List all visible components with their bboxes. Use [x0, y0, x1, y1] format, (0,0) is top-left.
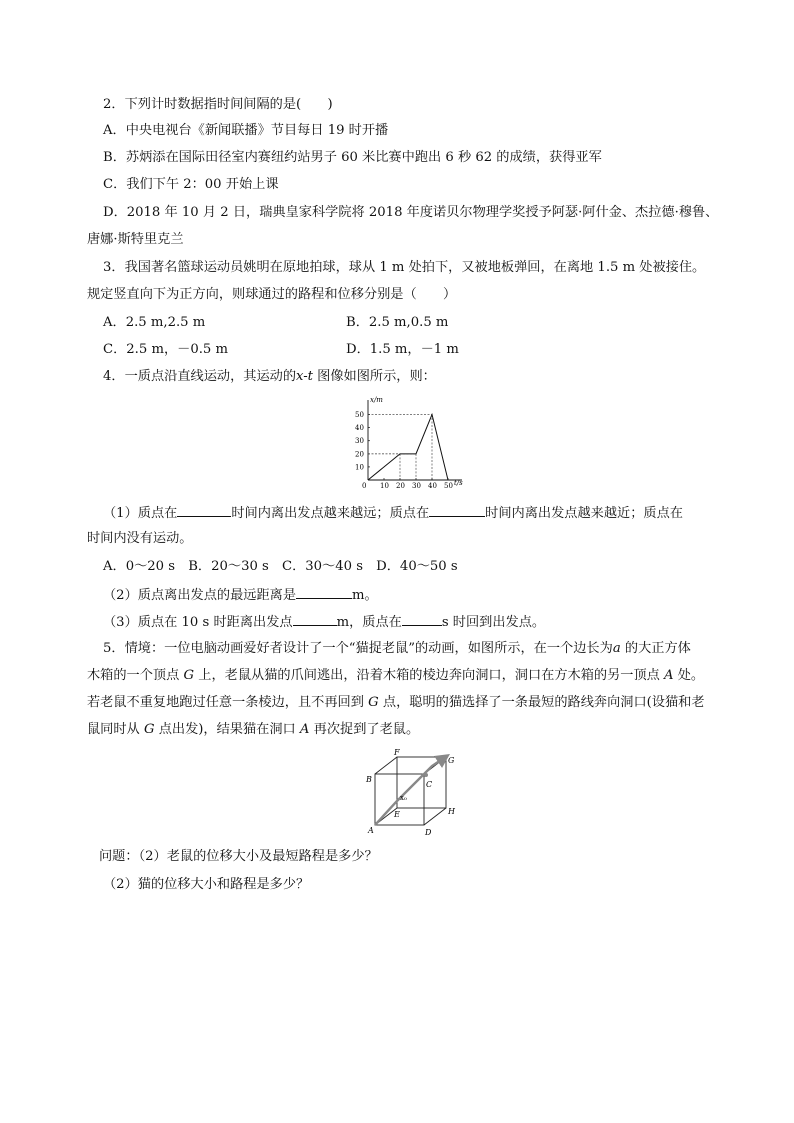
- cube-label-d: D: [425, 828, 432, 837]
- q2-option-b: B．苏炳添在国际田径室内赛纽约站男子 60 米比赛中跑出 6 秒 62 的成绩，获得亚军: [103, 150, 602, 165]
- q5-l4a: 鼠同时从: [87, 722, 144, 737]
- q4-stem-var: x-t: [296, 369, 313, 384]
- q5-l2c: 处。: [673, 668, 705, 683]
- q5-l4b: 点出发)，结果猫在洞口: [154, 722, 300, 737]
- cube-label-g: G: [448, 756, 455, 765]
- q5-var-a3: A: [299, 722, 310, 737]
- q4-sub1-a: （1）质点在: [103, 506, 178, 521]
- q4-sub3-a: （3）质点在 10 s 时距离出发点: [103, 615, 293, 630]
- q4-sub3-b: m，质点在: [336, 615, 402, 630]
- cat-path: [375, 758, 444, 825]
- cube-label-x0: x₀: [400, 794, 407, 802]
- q5-l1a: 5．情境：一位电脑动画爱好者设计了一个“猫捉老鼠”的动画，如图所示，在一个边长为: [103, 641, 613, 656]
- x-tick-label: 10: [380, 482, 389, 490]
- x-tick-label: 40: [428, 482, 437, 490]
- q4-sub1-c: 时间内离出发点越来越近；质点在: [485, 506, 683, 521]
- cube-label-b: B: [366, 775, 372, 784]
- q4-sub2: [103, 585, 378, 605]
- x-tick-label: 20: [396, 482, 405, 490]
- q4-stem-suffix: 图像如图所示，则：: [312, 369, 436, 384]
- cube-label-a: A: [368, 826, 374, 835]
- q4-stem: [103, 368, 436, 386]
- y-tick-label: 50: [355, 411, 364, 420]
- y-tick-label: 40: [355, 424, 364, 433]
- cube-label-h: H: [448, 807, 455, 816]
- cube-figure: [364, 746, 464, 841]
- y-axis-label: x/m: [370, 396, 383, 404]
- q2-stem: 2．下列计时数据指时间间隔的是( ): [103, 97, 333, 112]
- q5-var-a2: A: [664, 668, 674, 683]
- q3-stem-line1: 3．我国著名篮球运动员姚明在原地拍球，球从 1 m 处拍下，又被地板弹回，在离地 1.5 m 处被接住。: [103, 260, 706, 275]
- q3-option-d: D．1.5 m，－1 m: [346, 342, 459, 357]
- q3-stem-line2: 规定竖直向下为正方向，则球通过的路程和位移分别是（ ）: [87, 287, 457, 302]
- xt-series-line: [368, 415, 448, 480]
- cube-label-c: C: [426, 780, 433, 789]
- q4-sub2-a: （2）质点离出发点的最远距离是: [103, 588, 297, 603]
- q4-sub2-blank[interactable]: [296, 585, 352, 599]
- q5-line2: [87, 667, 704, 685]
- q5-l2a: 木箱的一个顶点: [87, 668, 184, 683]
- q5-line3: [87, 694, 705, 712]
- x-tick-label: 0: [362, 482, 367, 490]
- x-axis-label: t/s: [454, 479, 463, 487]
- cat-dot: [424, 773, 428, 777]
- y-tick-label: 20: [355, 450, 364, 459]
- q3-option-b: B．2.5 m,0.5 m: [346, 315, 449, 330]
- q4-stem-prefix: 4．一质点沿直线运动，其运动的: [103, 369, 297, 384]
- cube-edge-fb: [375, 757, 397, 774]
- q5-l3b: 点，聪明的猫选择了一条最短的路线奔向洞口(设猫和老: [378, 695, 705, 710]
- q4-sub2-b: m。: [352, 588, 378, 603]
- q2-option-a: A．中央电视台《新闻联播》节目每日 19 时开播: [103, 123, 389, 138]
- x-tick-label: 30: [412, 482, 421, 490]
- q4-sub3-blank1[interactable]: [293, 612, 337, 626]
- q5-question-2: （2）猫的位移大小和路程是多少？: [103, 877, 310, 892]
- q2-option-d-line1: D．2018 年 10 月 2 日，瑞典皇家科学院将 2018 年度诺贝尔物理学奖授予阿瑟·阿什金、杰拉德·穆鲁、: [103, 205, 719, 220]
- chart-layer: [355, 396, 463, 490]
- q2-option-c: C．我们下午 2：00 开始上课: [103, 177, 279, 192]
- q4-sub3-c: s 时回到出发点。: [441, 615, 546, 630]
- q5-l2b: 上，老鼠从猫的爪间逃出，沿着木箱的棱边奔向洞口，洞口在方木箱的另一顶点: [194, 668, 665, 683]
- q4-sub1: [103, 503, 683, 523]
- q5-var-g2: G: [368, 695, 379, 710]
- q4-options: A．0～20 s B．20～30 s C．30～40 s D．40～50 s: [103, 559, 458, 574]
- q5-var-a: a: [612, 641, 621, 656]
- q4-sub1-blank2[interactable]: [429, 503, 485, 517]
- q3-option-a: A．2.5 m,2.5 m: [103, 315, 206, 330]
- q5-var-g: G: [183, 668, 195, 683]
- cube-edge-dh: [424, 808, 446, 825]
- q5-var-g3: G: [143, 722, 155, 737]
- cube-label-f: F: [394, 748, 400, 757]
- q4-sub1-tail: 时间内没有运动。: [87, 531, 193, 546]
- q2-option-d-line2: 唐娜·斯特里克兰: [87, 232, 184, 247]
- q5-question-1: 问题：（2）老鼠的位移大小及最短路程是多少？: [99, 849, 378, 864]
- y-tick-label: 10: [355, 463, 364, 472]
- cube-label-e: E: [394, 810, 400, 819]
- xt-chart: [352, 394, 472, 494]
- q5-line4: [87, 721, 419, 739]
- x-tick-label: 50: [444, 482, 453, 490]
- y-tick-label: 30: [355, 437, 364, 446]
- q4-sub3-blank2[interactable]: [402, 612, 442, 626]
- q4-sub3: [103, 612, 545, 632]
- q4-sub1-blank1[interactable]: [177, 503, 231, 517]
- q4-sub1-b: 时间内离出发点越来越远；质点在: [231, 506, 430, 521]
- q3-option-c: C．2.5 m，－0.5 m: [103, 342, 228, 357]
- q5-line1: [103, 640, 691, 658]
- q5-l3a: 若老鼠不重复地跑过任意一条棱边，且不再回到: [87, 695, 369, 710]
- q5-l1b: 的大正方体: [620, 641, 691, 656]
- q5-l4c: 再次捉到了老鼠。: [309, 722, 420, 737]
